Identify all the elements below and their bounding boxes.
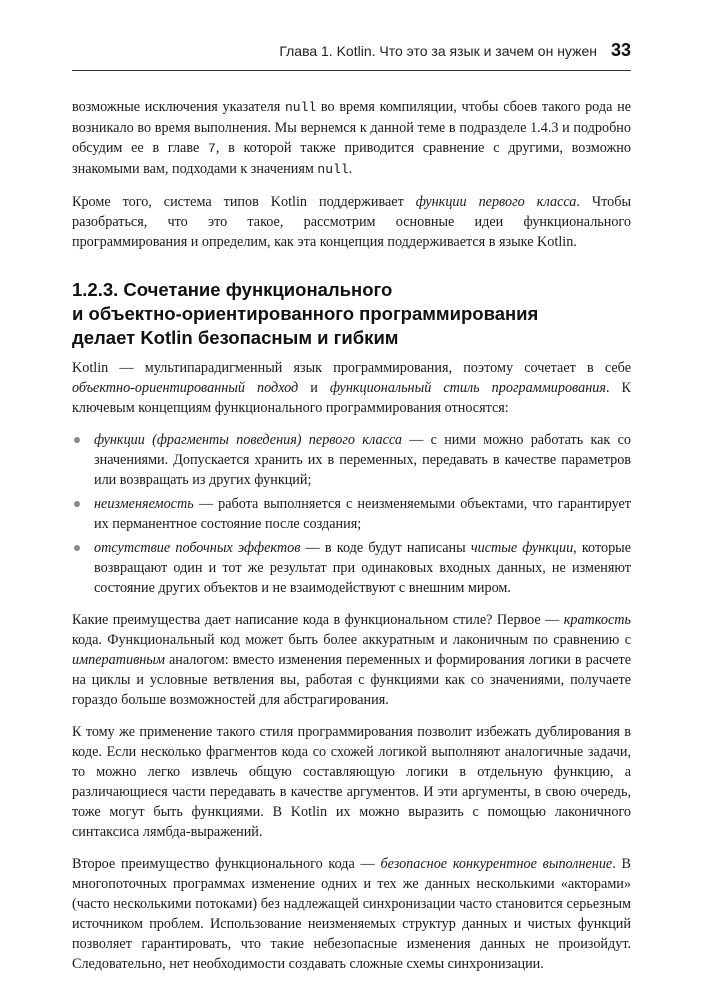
text-run: . В многопоточных программах изменение одних и тех же данных несколькими «акторами» (часто несколькими потоками) без надлежащей синхронизации часто становится серьезным источником проблем. Использование неизменяемых структур данных и чистых функций позволяет гарантировать, что такие небезопасные изменения данных не произойдут. Следовательно, нет необходимости создавать сложные схемы синхронизации. [72,856,631,972]
concepts-list [72,430,631,598]
paragraph-duplication: К тому же применение такого стиля программирования позволит избежать дублирования в коде. Если несколько фрагментов кода со схожей логикой выполняют аналогичные задачи, то можно легко извлечь общую составляющую логики в отдельную функцию, а различающиеся части передавать в качестве аргументов. И эти аргументы, в свою очередь, тоже могут быть функциями. В Kotlin их можно выразить с помощью лаконичного синтаксиса лямбда-выражений. [72,724,631,840]
emphasis: отсутствие побочных эффектов [94,540,301,556]
text-run: Kotlin — мультипарадигменный язык программирования, поэтому сочетает в себе [72,360,631,376]
chapter-ref: 7 [208,141,216,156]
bullet-icon [74,545,80,551]
text-run: аналогом: вместо изменения переменных и формирования логики в расчете на циклы и условные ветвления вы, работая с функциями как со значениями, получаете гораздо больше возможностей для абстрагирования. [72,652,631,708]
code-null: null [284,100,317,115]
text-run: . Чтобы разобраться, что это такое, рассмотрим основные идеи функционального программирования и определим, как эта концепция поддерживается в языке Kotlin. [72,194,631,250]
text-run: — в коде будут написаны [300,540,471,556]
text-run: возможные исключения указателя [72,99,285,115]
emphasis: безопасное конкурентное выполнение [380,856,613,872]
heading-line: и объектно-ориентированного программирования [72,303,539,324]
text-run: , в которой также приводится сравнение с другими, возможно знакомыми вам, подходами к значениям [72,140,631,177]
bullet-icon [74,437,80,443]
emphasis: объектно-ориентированный подход [72,380,299,396]
list-item [72,538,631,598]
paragraph-concurrency [72,854,631,974]
text-run: Кроме того, система типов Kotlin поддерживает [72,194,416,210]
bullet-icon [74,501,80,507]
book-page [72,40,631,986]
paragraph-brevity [72,610,631,710]
text-run: — с ними можно работать как со значениями. Допускается хранить их в переменных, передавать в качестве параметров или возвращать из других функций; [94,432,631,488]
text-run: , которые возвращают один и тот же результат при одинаковых входных данных, не изменяют состояние других объектов и не взаимодействуют с внешним миром. [94,540,631,596]
page-number: 33 [610,40,631,60]
code-null: null [317,162,349,177]
emphasis: неизменяемость [94,496,194,512]
paragraph-multiparadigm [72,358,631,418]
emphasis: функции (фрагменты поведения) первого класса [94,432,402,448]
emphasis: функциональный стиль программирования [329,380,606,396]
emphasis: краткость [563,612,631,628]
text-run: Второе преимущество функционального кода — [72,856,381,872]
emphasis: функции первого класса [415,194,577,210]
text-run: Какие преимущества дает написание кода в функциональном стиле? Первое — [72,612,564,628]
text-run: во время компиляции, чтобы сбоев такого рода не возникало во время выполнения. Мы вернемся к данной теме в подразделе 1.4.3 и подробно обсудим ее в главе [72,99,631,156]
paragraph-first-class [72,192,631,252]
emphasis: императивным [72,652,165,668]
paragraph-null-safety [72,97,631,180]
running-header [72,40,631,71]
emphasis: чистые функции [470,540,574,556]
chapter-title: Глава 1. Kotlin. Что это за язык и зачем он нужен [279,43,597,59]
text-run: . К ключевым концепциям функционального программирования относятся: [72,380,631,416]
text-run: — работа выполняется с неизменяемыми объектами, что гарантирует их перманентное состояние после создания; [94,496,631,532]
text-run: кода. Функциональный код может быть более аккуратным и лаконичным по сравнению с [72,632,631,648]
list-item [72,494,631,534]
text-run: . [348,161,353,177]
page-body [72,97,631,974]
section-heading [72,278,631,350]
text-run: и [298,380,330,396]
list-item [72,430,631,490]
heading-line: 1.2.3. Сочетание функционального [72,279,393,300]
heading-line: делает Kotlin безопасным и гибким [72,327,399,348]
